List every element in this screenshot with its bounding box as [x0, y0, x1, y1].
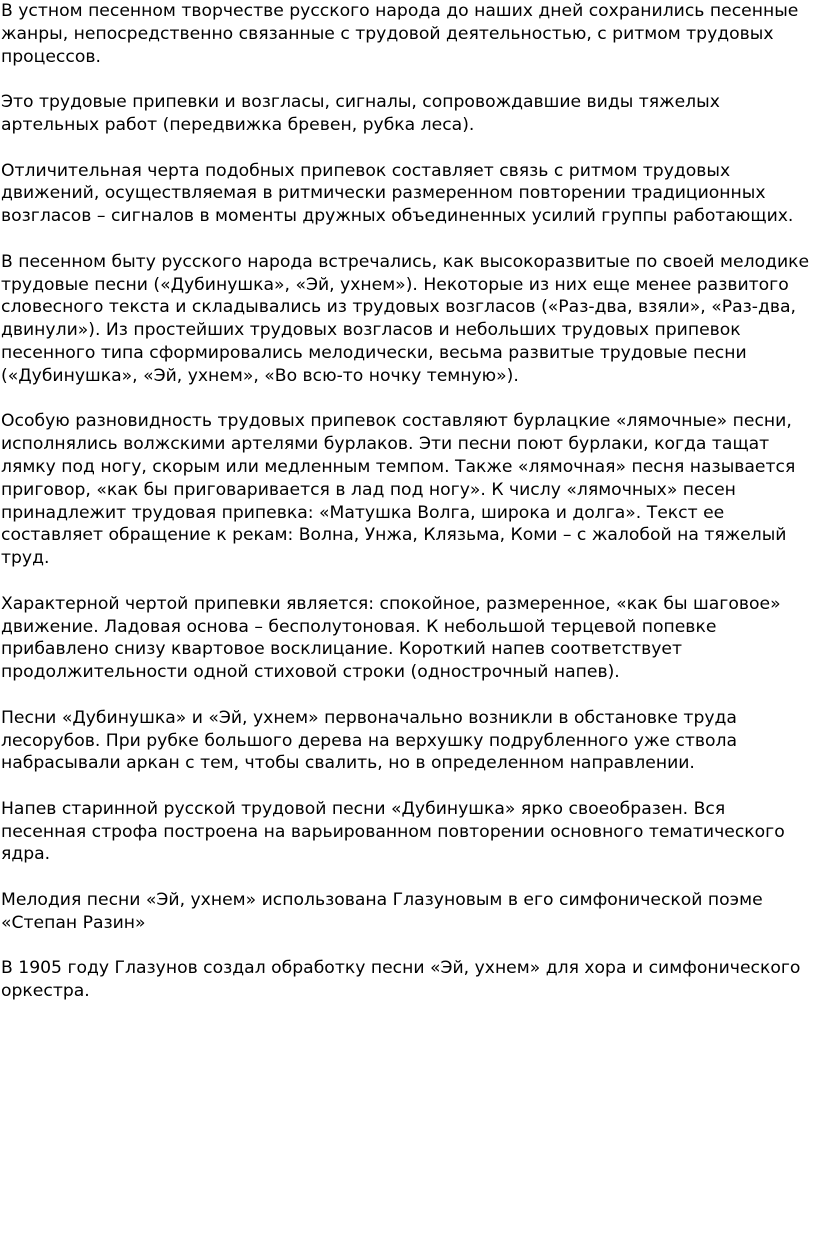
- paragraph: Характерной чертой припевки является: спокойное, размеренное, «как бы шаговое» движение. Ладовая основа – бесполутоновая. К небольшой терцевой попевке прибавлено снизу квартовое восклицание. Короткий напев соответствует продолжительности одной стиховой строки (однострочный напев).: [1, 593, 781, 683]
- paragraph: Мелодия песни «Эй, ухнем» использована Глазуновым в его симфонической поэме «Степан Разин»: [1, 890, 763, 933]
- paragraph: В песенном быту русского народа встречались, как высокоразвитые по своей мелодике трудовые песни («Дубинушка», «Эй, ухнем»). Некоторые из них еще менее развитого словесного текста и складывались из трудовых возгласов («Раз-два, взяли», «Раз-два, двинули»). Из простейших трудовых возгласов и небольших трудовых припевок песенного типа сформировались мелодически, весьма развитые трудовые песни («Дубинушка», «Эй, ухнем», «Во всю-то ночку темную»).: [1, 251, 810, 386]
- paragraph: Это трудовые припевки и возгласы, сигналы, сопровождавшие виды тяжелых артельных работ (передвижка бревен, рубка леса).: [1, 92, 720, 135]
- paragraph: Отличительная черта подобных припевок составляет связь с ритмом трудовых движений, осуществляемая в ритмически размеренном повторении традиционных возгласов – сигналов в моменты дружных объединенных усилий группы работающих.: [1, 160, 794, 227]
- paragraph: В устном песенном творчестве русского народа до наших дней сохранились песенные жанры, непосредственно связанные с трудовой деятельностью, с ритмом трудовых процессов.: [1, 1, 799, 67]
- paragraph: Особую разновидность трудовых припевок составляют бурлацкие «лямочные» песни, исполнялись волжскими артелями бурлаков. Эти песни поют бурлаки, когда тащат лямку под ногу, скорым или медленным темпом. Также «лямочная» песня называется приговор, «как бы приговаривается в лад под ногу». К числу «лямочных» песен принадлежит трудовая припевка: «Матушка Волга, широка и долга». Текст ее составляет обращение к рекам: Волна, Унжа, Клязьма, Коми – с жалобой на тяжелый труд.: [1, 411, 796, 569]
- paragraph: В 1905 году Глазунов создал обработку песни «Эй, ухнем» для хора и симфонического оркестра.: [1, 958, 801, 1002]
- paragraph: Напев старинной русской трудовой песни «Дубинушка» ярко своеобразен. Вся песенная строфа построена на варьированном повторении основного тематического ядра.: [1, 798, 785, 865]
- document-body: [1, 0, 813, 1026]
- paragraph: Песни «Дубинушка» и «Эй, ухнем» первоначально возникли в обстановке труда лесорубов. При рубке большого дерева на верхушку подрубленного уже ствола набрасывали аркан с тем, чтобы свалить, но в определенном направлении.: [1, 707, 738, 774]
